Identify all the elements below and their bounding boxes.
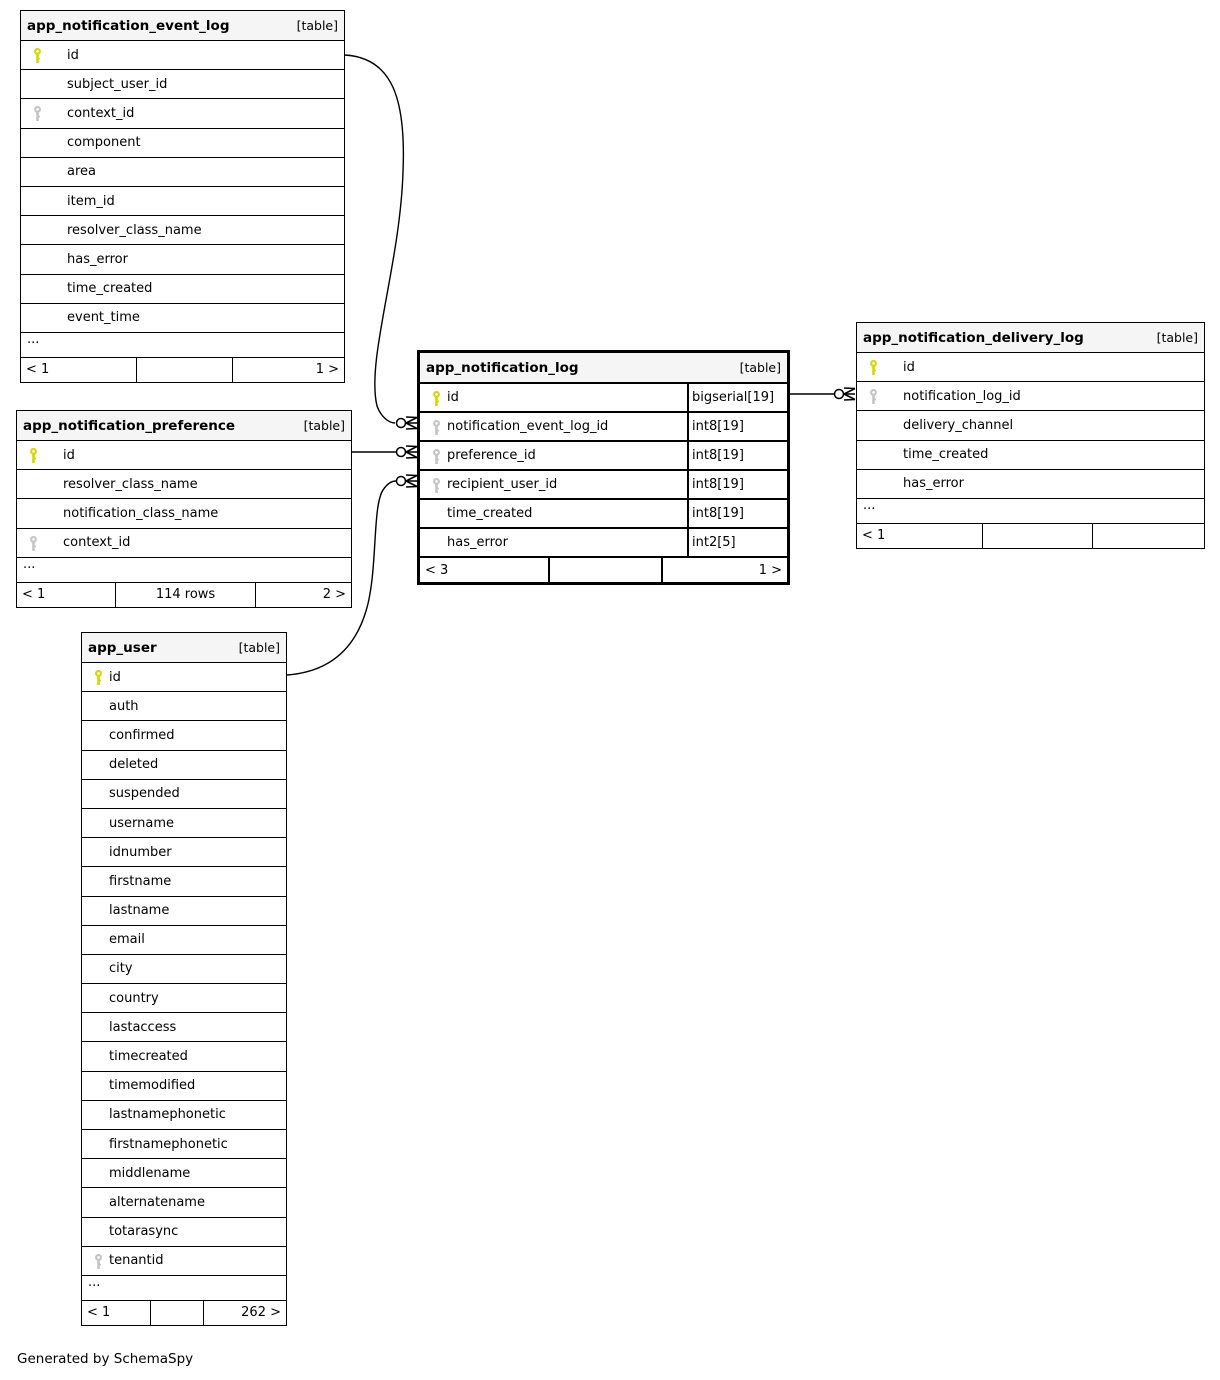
column-row-context_id bbox=[17, 528, 351, 557]
column-name: notification_event_log_id bbox=[447, 419, 609, 434]
column-row-firstname bbox=[82, 866, 286, 895]
parents-count: 262 > bbox=[203, 1301, 286, 1325]
column-name: id bbox=[109, 669, 121, 685]
column-name: subject_user_id bbox=[67, 76, 168, 92]
column-name: component bbox=[67, 135, 141, 151]
column-row-time_created bbox=[857, 440, 1204, 469]
column-name: lastname bbox=[109, 903, 170, 919]
column-type: bigserial[19] bbox=[687, 384, 787, 411]
table-footer bbox=[21, 357, 344, 382]
foreign-key-icon bbox=[431, 420, 442, 436]
column-type: int8[19] bbox=[687, 413, 787, 440]
column-row-confirmed bbox=[82, 720, 286, 749]
column-row-tenantid bbox=[82, 1246, 286, 1275]
foreign-key-icon bbox=[32, 106, 43, 122]
rows-count bbox=[136, 358, 232, 382]
column-name: timecreated bbox=[109, 1049, 188, 1065]
children-count: < 1 bbox=[87, 1305, 111, 1321]
relationship-event-log-to-notification-log bbox=[345, 55, 417, 429]
foreign-key-icon bbox=[93, 1254, 104, 1270]
children-count: < 1 bbox=[26, 362, 50, 378]
column-name: time_created bbox=[447, 506, 533, 521]
column-row-lastname bbox=[82, 896, 286, 925]
column-name: has_error bbox=[903, 476, 964, 492]
column-name: username bbox=[109, 815, 174, 831]
column-name: time_created bbox=[903, 447, 989, 463]
table-app_user[interactable] bbox=[81, 632, 287, 1326]
primary-key-icon bbox=[93, 670, 104, 686]
zero-cardinality-icon bbox=[397, 448, 406, 457]
column-name: recipient_user_id bbox=[447, 477, 558, 492]
parents-count: 1 > bbox=[232, 358, 344, 382]
column-name: firstnamephonetic bbox=[109, 1136, 228, 1152]
column-name: delivery_channel bbox=[903, 417, 1014, 433]
column-row-city bbox=[82, 954, 286, 983]
column-name: auth bbox=[109, 698, 139, 714]
column-row-lastaccess bbox=[82, 1012, 286, 1041]
primary-key-icon bbox=[32, 48, 43, 64]
column-name: context_id bbox=[67, 105, 135, 121]
parents-count: 1 > bbox=[661, 558, 787, 582]
more-columns-ellipsis: ... bbox=[82, 1275, 286, 1300]
foreign-key-icon bbox=[28, 536, 39, 552]
table-app_notification_event_log[interactable] bbox=[20, 10, 345, 383]
column-row-timecreated bbox=[82, 1041, 286, 1070]
table-footer bbox=[17, 582, 351, 607]
zero-cardinality-icon bbox=[397, 477, 406, 486]
column-row-time_created bbox=[420, 498, 787, 527]
column-name: event_time bbox=[67, 310, 140, 326]
column-row-id bbox=[82, 662, 286, 691]
column-row-has_error bbox=[420, 527, 787, 556]
table-header bbox=[21, 11, 344, 40]
rows-count: 114 rows bbox=[115, 583, 255, 607]
more-columns-ellipsis: ... bbox=[17, 557, 351, 582]
column-name: alternatename bbox=[109, 1194, 205, 1210]
table-header bbox=[82, 633, 286, 662]
column-name: idnumber bbox=[109, 844, 172, 860]
column-row-component bbox=[21, 128, 344, 157]
column-name: resolver_class_name bbox=[63, 476, 198, 492]
primary-key-icon bbox=[431, 391, 442, 407]
column-row-country bbox=[82, 983, 286, 1012]
column-row-item_id bbox=[21, 186, 344, 215]
column-type: int8[19] bbox=[687, 500, 787, 527]
column-row-resolver_class_name bbox=[21, 215, 344, 244]
rows-count bbox=[982, 524, 1092, 548]
column-name: middlename bbox=[109, 1165, 191, 1181]
column-name: email bbox=[109, 932, 145, 948]
table-app_notification_delivery_log[interactable] bbox=[856, 322, 1205, 549]
relationship-notification-log-to-delivery-log bbox=[790, 388, 855, 400]
column-row-notification_class_name bbox=[17, 498, 351, 527]
rows-count bbox=[548, 558, 661, 582]
table-title[interactable]: app_notification_preference bbox=[23, 417, 236, 434]
column-row-resolver_class_name bbox=[17, 469, 351, 498]
children-count: < 1 bbox=[22, 587, 46, 603]
column-type: int2[5] bbox=[687, 529, 787, 556]
zero-cardinality-icon bbox=[397, 419, 406, 428]
parents-count bbox=[1092, 524, 1204, 548]
column-name: id bbox=[67, 47, 79, 63]
column-type: int8[19] bbox=[687, 442, 787, 469]
column-row-id bbox=[420, 382, 787, 411]
more-columns-ellipsis: ... bbox=[857, 498, 1204, 523]
column-name: confirmed bbox=[109, 727, 175, 743]
table-footer bbox=[420, 556, 787, 582]
column-name: time_created bbox=[67, 281, 153, 297]
column-name: country bbox=[109, 990, 159, 1006]
children-count: < 3 bbox=[425, 562, 449, 578]
column-name: timemodified bbox=[109, 1078, 196, 1094]
column-row-id bbox=[21, 40, 344, 69]
table-footer bbox=[82, 1300, 286, 1325]
table-title[interactable]: app_notification_event_log bbox=[27, 17, 230, 34]
column-row-totarasync bbox=[82, 1217, 286, 1246]
column-name: tenantid bbox=[109, 1253, 164, 1269]
column-row-event_time bbox=[21, 303, 344, 332]
column-row-context_id bbox=[21, 98, 344, 127]
column-name: lastnamephonetic bbox=[109, 1107, 226, 1123]
rows-count bbox=[150, 1301, 203, 1325]
column-row-recipient_user_id bbox=[420, 469, 787, 498]
column-row-delivery_channel bbox=[857, 410, 1204, 439]
column-name: firstname bbox=[109, 873, 172, 889]
zero-cardinality-icon bbox=[835, 390, 844, 399]
column-row-email bbox=[82, 925, 286, 954]
column-name: city bbox=[109, 961, 133, 977]
column-name: has_error bbox=[447, 535, 508, 550]
column-name: id bbox=[447, 390, 459, 405]
table-tag: [table] bbox=[296, 18, 338, 33]
table-header bbox=[17, 411, 351, 440]
table-tag: [table] bbox=[238, 640, 280, 655]
table-tag: [table] bbox=[739, 360, 781, 375]
column-row-preference_id bbox=[420, 440, 787, 469]
column-name: has_error bbox=[67, 251, 128, 267]
more-columns-ellipsis: ... bbox=[21, 332, 344, 357]
primary-key-icon bbox=[868, 360, 879, 376]
column-name: lastaccess bbox=[109, 1019, 177, 1035]
column-row-has_error bbox=[21, 244, 344, 273]
table-title[interactable]: app_user bbox=[88, 639, 157, 656]
column-row-username bbox=[82, 808, 286, 837]
column-row-idnumber bbox=[82, 837, 286, 866]
column-name: preference_id bbox=[447, 448, 536, 463]
column-name: suspended bbox=[109, 786, 180, 802]
column-type: int8[19] bbox=[687, 471, 787, 498]
column-name: totarasync bbox=[109, 1224, 179, 1240]
foreign-key-icon bbox=[431, 449, 442, 465]
table-app_notification_log[interactable] bbox=[417, 350, 790, 585]
column-row-lastnamephonetic bbox=[82, 1100, 286, 1129]
table-app_notification_preference[interactable] bbox=[16, 410, 352, 608]
table-header bbox=[420, 353, 787, 382]
column-row-middlename bbox=[82, 1158, 286, 1187]
relationship-preference-to-notification-log bbox=[352, 446, 417, 458]
column-row-timemodified bbox=[82, 1071, 286, 1100]
column-name: id bbox=[63, 447, 75, 463]
column-row-alternatename bbox=[82, 1187, 286, 1216]
column-row-notification_event_log_id bbox=[420, 411, 787, 440]
table-title[interactable]: app_notification_delivery_log bbox=[863, 329, 1084, 346]
column-row-id bbox=[17, 440, 351, 469]
table-title[interactable]: app_notification_log bbox=[426, 359, 579, 376]
column-row-has_error bbox=[857, 469, 1204, 498]
foreign-key-icon bbox=[868, 389, 879, 405]
column-name: notification_class_name bbox=[63, 505, 219, 521]
column-row-time_created bbox=[21, 274, 344, 303]
column-name: resolver_class_name bbox=[67, 222, 202, 238]
generator-credit: Generated by SchemaSpy bbox=[17, 1351, 194, 1367]
column-name: id bbox=[903, 359, 915, 375]
table-header bbox=[857, 323, 1204, 352]
column-name: notification_log_id bbox=[903, 388, 1021, 404]
column-row-notification_log_id bbox=[857, 381, 1204, 410]
table-footer bbox=[857, 523, 1204, 548]
children-count: < 1 bbox=[862, 528, 886, 544]
column-row-deleted bbox=[82, 750, 286, 779]
foreign-key-icon bbox=[431, 478, 442, 494]
table-tag: [table] bbox=[303, 418, 345, 433]
column-row-auth bbox=[82, 691, 286, 720]
parents-count: 2 > bbox=[255, 583, 351, 607]
column-row-suspended bbox=[82, 779, 286, 808]
column-row-id bbox=[857, 352, 1204, 381]
column-row-firstnamephonetic bbox=[82, 1129, 286, 1158]
table-tag: [table] bbox=[1156, 330, 1198, 345]
column-row-area bbox=[21, 157, 344, 186]
column-name: deleted bbox=[109, 757, 159, 773]
column-row-subject_user_id bbox=[21, 69, 344, 98]
primary-key-icon bbox=[28, 448, 39, 464]
column-name: area bbox=[67, 164, 96, 180]
column-name: item_id bbox=[67, 193, 115, 209]
column-name: context_id bbox=[63, 535, 131, 551]
